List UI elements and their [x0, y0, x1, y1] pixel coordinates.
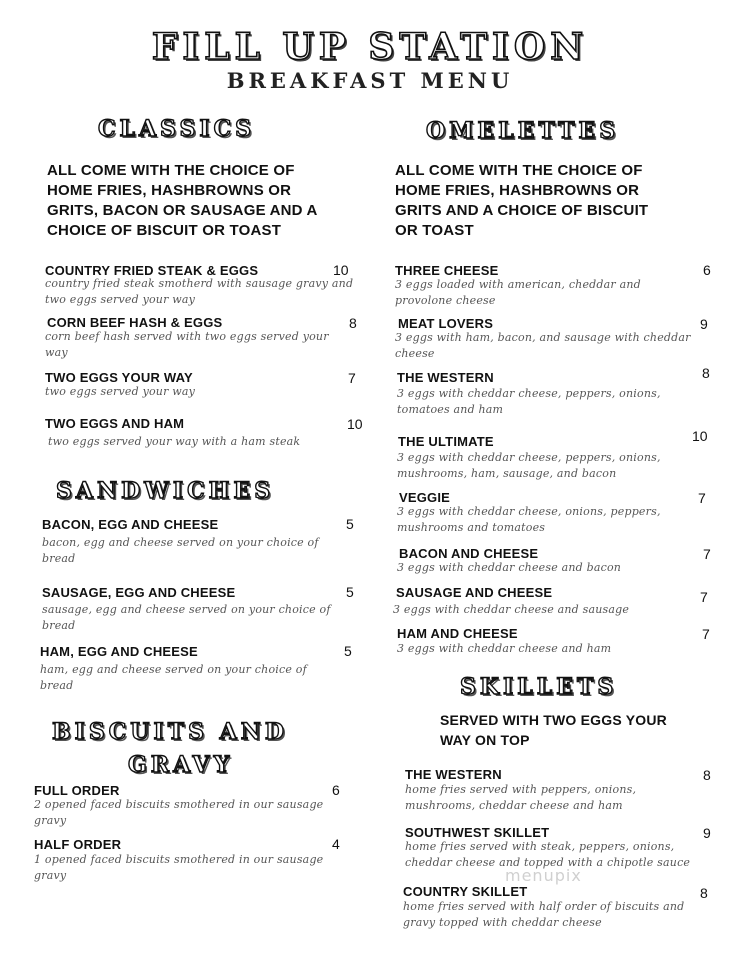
watermark: menupix [505, 866, 582, 885]
skillets-item-price: 8 [700, 885, 708, 901]
section-title-omelettes: OMELETTES [426, 118, 620, 144]
classics-item-name: CORN BEEF HASH & EGGS [47, 315, 223, 330]
skillets-item-name: COUNTRY SKILLET [403, 884, 528, 899]
omelettes-item-desc: 3 eggs with ham, bacon, and sausage with cheddar cheese [395, 331, 691, 360]
section-title-gravy: GRAVY [128, 752, 234, 778]
omelettes-item-price: 10 [692, 428, 708, 444]
omelettes-item-name: BACON AND CHEESE [399, 546, 539, 561]
classics-item-price: 10 [333, 262, 349, 278]
classics-item-name: TWO EGGS YOUR WAY [45, 370, 193, 385]
classics-item-price: 10 [347, 416, 363, 432]
omelettes-item-name: THREE CHEESE [395, 263, 499, 278]
section-title-sandwiches: SANDWICHES [56, 478, 275, 504]
biscuits-item-name: FULL ORDER [34, 783, 120, 798]
omelettes-item-name: HAM AND CHEESE [397, 626, 518, 641]
menu-subtitle: BREAKFAST MENU [226, 68, 514, 93]
section-title-skillets: SKILLETS [460, 674, 618, 700]
omelettes-item-desc: 3 eggs with cheddar cheese, onions, peppers, mushrooms and tomatoes [397, 505, 661, 534]
classics-item-desc: country fried steak smotherd with sausage gravy and two eggs served your way [45, 277, 354, 306]
biscuits-item-price: 4 [332, 836, 340, 852]
skillets-item-name: SOUTHWEST SKILLET [405, 825, 550, 840]
biscuits-item-name: HALF ORDER [34, 837, 122, 852]
omelettes-item-desc: 3 eggs with cheddar cheese, peppers, onions, mushrooms, ham, sausage, and bacon [397, 451, 661, 480]
sandwiches-item-price: 5 [346, 516, 354, 532]
classics-item-name: TWO EGGS AND HAM [45, 416, 185, 431]
omelettes-item-price: 7 [703, 546, 711, 562]
omelettes-item-desc: 3 eggs with cheddar cheese, peppers, onions, tomatoes and ham [397, 387, 661, 416]
sandwiches-item-name: SAUSAGE, EGG AND CHEESE [42, 585, 236, 600]
skillets-item-desc: home fries served with peppers, onions, mushrooms, cheddar cheese and ham [405, 783, 637, 812]
sandwiches-item-name: BACON, EGG AND CHEESE [42, 517, 219, 532]
omelettes-item-name: THE WESTERN [397, 370, 494, 385]
skillets-item-price: 9 [703, 825, 711, 841]
omelettes-item-price: 8 [702, 365, 710, 381]
biscuits-item-desc: 1 opened faced biscuits smothered in our sausage gravy [34, 853, 324, 882]
omelettes-intro: ALL COME WITH THE CHOICE OF HOME FRIES, HASHBROWNS OR GRITS AND A CHOICE OF BISCUIT OR TOAST [395, 162, 649, 239]
sandwiches-item-desc: sausage, egg and cheese served on your choice of bread [42, 603, 331, 632]
omelettes-item-desc: 3 eggs with cheddar cheese and bacon [397, 561, 622, 574]
sandwiches-item-desc: ham, egg and cheese served on your choice of bread [40, 663, 307, 692]
section-title-biscuits: BISCUITS AND [52, 719, 288, 745]
omelettes-item-price: 9 [700, 316, 708, 332]
section-title-classics: CLASSICS [98, 116, 256, 142]
classics-intro: ALL COME WITH THE CHOICE OF HOME FRIES, HASHBROWNS OR GRITS, BACON OR SAUSAGE AND A CHOICE OF BISCUIT OR TOAST [47, 162, 317, 239]
classics-item-desc: two eggs served your way [45, 385, 196, 398]
sandwiches-item-desc: bacon, egg and cheese served on your choice of bread [42, 536, 319, 565]
omelettes-item-price: 7 [698, 490, 706, 506]
menu-title: FILL UP STATION [151, 26, 589, 68]
classics-item-desc: two eggs served your way with a ham steak [48, 435, 301, 448]
omelettes-item-name: THE ULTIMATE [398, 434, 494, 449]
omelettes-item-desc: 3 eggs with cheddar cheese and sausage [393, 603, 630, 616]
omelettes-item-name: VEGGIE [399, 490, 451, 505]
omelettes-item-desc: 3 eggs loaded with american, cheddar and provolone cheese [395, 278, 641, 307]
skillets-item-name: THE WESTERN [405, 767, 502, 782]
omelettes-item-desc: 3 eggs with cheddar cheese and ham [397, 642, 612, 655]
skillets-intro: SERVED WITH TWO EGGS YOUR WAY ON TOP [440, 712, 667, 748]
classics-item-price: 8 [349, 315, 357, 331]
skillets-item-desc: home fries served with steak, peppers, onions, cheddar cheese and topped with a chipotle sauce [405, 840, 691, 869]
omelettes-item-name: MEAT LOVERS [398, 316, 494, 331]
omelettes-item-name: SAUSAGE AND CHEESE [396, 585, 553, 600]
sandwiches-item-name: HAM, EGG AND CHEESE [40, 644, 198, 659]
skillets-item-desc: home fries served with half order of biscuits and gravy topped with cheddar cheese [403, 900, 685, 929]
biscuits-item-desc: 2 opened faced biscuits smothered in our sausage gravy [34, 798, 324, 827]
omelettes-item-price: 6 [703, 262, 711, 278]
sandwiches-item-price: 5 [344, 643, 352, 659]
biscuits-item-price: 6 [332, 782, 340, 798]
classics-item-desc: corn beef hash served with two eggs served your way [45, 330, 329, 359]
omelettes-item-price: 7 [702, 626, 710, 642]
classics-item-price: 7 [348, 370, 356, 386]
omelettes-item-price: 7 [700, 589, 708, 605]
skillets-item-price: 8 [703, 767, 711, 783]
classics-item-name: COUNTRY FRIED STEAK & EGGS [45, 263, 259, 278]
sandwiches-item-price: 5 [346, 584, 354, 600]
